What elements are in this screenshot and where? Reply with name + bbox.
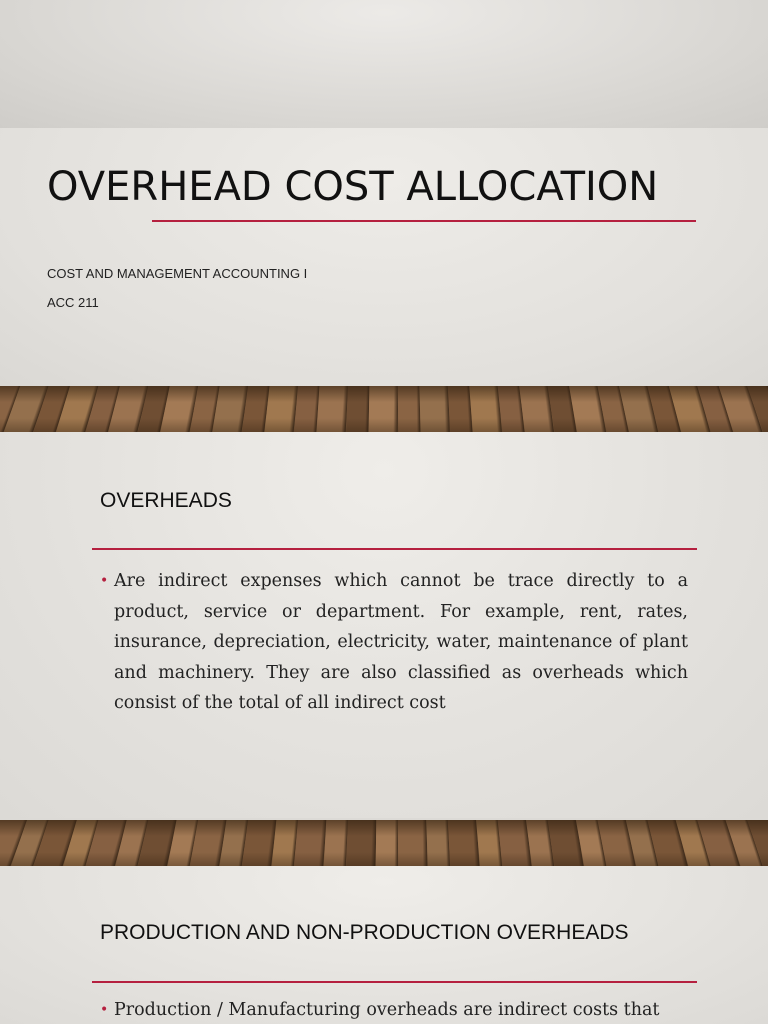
section-heading: PRODUCTION AND NON-PRODUCTION OVERHEADS [100, 921, 629, 944]
course-code: ACC 211 [47, 295, 99, 310]
overheads-slide [0, 432, 768, 818]
heading-underline [92, 548, 697, 550]
title-underline [152, 220, 696, 222]
heading-underline [92, 981, 697, 983]
section-heading: OVERHEADS [100, 489, 232, 512]
bullet-icon: • [100, 1002, 109, 1018]
production-overheads-slide [0, 866, 768, 1024]
bullet-text: Are indirect expenses which cannot be trace directly to a product, service or department. For example, rent, rates, insurance, depreciation, electricity, water, maintenance of plant and machinery. They are also classified as overheads which consist of the total of all indirect cost [114, 571, 688, 713]
wood-floor-divider [0, 386, 768, 432]
floor-shading [0, 820, 768, 866]
bullet-icon: • [100, 573, 109, 589]
bullet-item [100, 995, 688, 1024]
wood-floor-divider [0, 820, 768, 866]
bullet-item [100, 566, 688, 719]
title-slide [0, 128, 768, 386]
slide-title: OVERHEAD COST ALLOCATION [47, 164, 659, 210]
previous-slide-bottom [0, 0, 768, 128]
floor-shading [0, 386, 768, 432]
course-name: COST AND MANAGEMENT ACCOUNTING I [47, 266, 308, 281]
bullet-text: Production / Manufacturing overheads are indirect costs that [114, 1000, 660, 1020]
